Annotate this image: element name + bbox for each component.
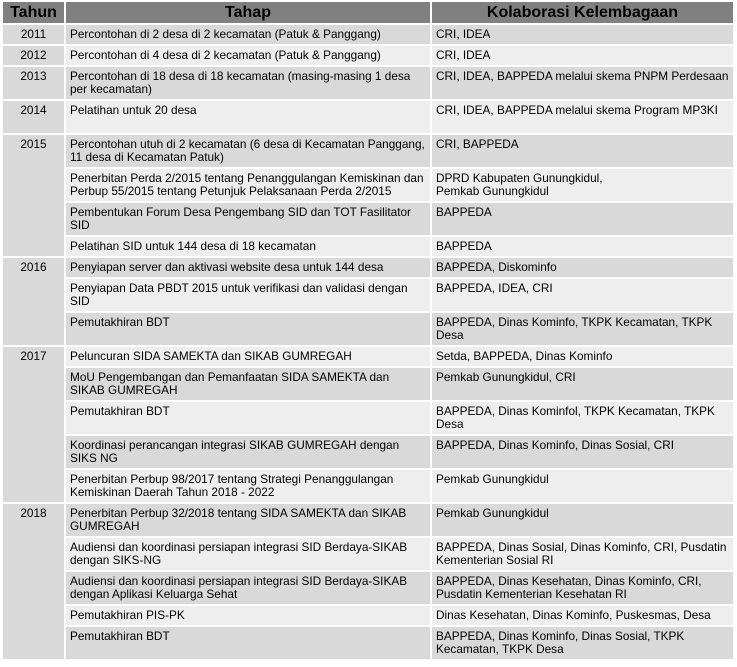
table-row xyxy=(3,368,733,402)
tahap-cell: Pemutakhiran BDT xyxy=(66,402,432,436)
kolaborasi-cell: BAPPEDA xyxy=(432,237,733,258)
table-row xyxy=(3,470,733,504)
table-row xyxy=(3,538,733,572)
table-row xyxy=(3,67,733,101)
year-cell: 2012 xyxy=(3,46,66,67)
kolaborasi-cell: BAPPEDA, Dinas Kominfol, TKPK Kecamatan, TKPK Desa xyxy=(432,402,733,436)
tahap-cell: Pelatihan untuk 20 desa xyxy=(66,101,432,135)
year-cell: 2011 xyxy=(3,25,66,46)
tahap-cell: Audiensi dan koordinasi persiapan integrasi SID Berdaya-SIKAB dengan Aplikasi Keluarga Sehat xyxy=(66,572,432,606)
kolaborasi-cell: CRI, IDEA xyxy=(432,25,733,46)
year-cell: 2016 xyxy=(3,258,66,347)
kolaborasi-cell: Setda, BAPPEDA, Dinas Kominfo xyxy=(432,347,733,368)
kolaborasi-cell: CRI, IDEA xyxy=(432,46,733,67)
tahap-cell: Koordinasi perancangan integrasi SIKAB GUMREGAH dengan SIKS NG xyxy=(66,436,432,470)
tahap-cell: Pelatihan SID untuk 144 desa di 18 kecamatan xyxy=(66,237,432,258)
kolaborasi-cell: BAPPEDA xyxy=(432,203,733,237)
table-row xyxy=(3,627,733,661)
table-row xyxy=(3,279,733,313)
year-cell: 2015 xyxy=(3,135,66,258)
header-tahap: Tahap xyxy=(66,2,432,25)
tahap-cell: Penerbitan Perbup 32/2018 tentang SIDA SAMEKTA dan SIKAB GUMREGAH xyxy=(66,504,432,538)
table-row xyxy=(3,203,733,237)
tahap-cell: Penerbitan Perda 2/2015 tentang Penanggulangan Kemiskinan dan Perbup 55/2015 tentang Petunjuk Pelaksanaan Perda 2/2015 xyxy=(66,169,432,203)
header-kolaborasi: Kolaborasi Kelembagaan xyxy=(432,2,733,25)
tahap-cell: Penerbitan Perbup 98/2017 tentang Strategi Penanggulangan Kemiskinan Daerah Tahun 2018 - 2022 xyxy=(66,470,432,504)
kolaborasi-cell: BAPPEDA, Dinas Kominfo, Dinas Sosial, CRI xyxy=(432,436,733,470)
table-row xyxy=(3,101,733,135)
table-row xyxy=(3,504,733,538)
kolaborasi-cell: BAPPEDA, Dinas Kominfo, Dinas Sosial, TKPK Kecamatan, TKPK Desa xyxy=(432,627,733,661)
kolaborasi-cell: BAPPEDA, Dinas Kesehatan, Dinas Kominfo, CRI, Pusdatin Kementerian Kesehatan RI xyxy=(432,572,733,606)
header-year: Tahun xyxy=(3,2,66,25)
table-row xyxy=(3,402,733,436)
tahap-cell: Penyiapan Data PBDT 2015 untuk verifikasi dan validasi dengan SID xyxy=(66,279,432,313)
tahap-cell: Pembentukan Forum Desa Pengembang SID dan TOT Fasilitator SID xyxy=(66,203,432,237)
table-row xyxy=(3,135,733,169)
kolaborasi-cell: CRI, IDEA, BAPPEDA melalui skema Program MP3KI xyxy=(432,101,733,135)
kolaborasi-cell: DPRD Kabupaten Gunungkidul, Pemkab Gunungkidul xyxy=(432,169,733,203)
kolaborasi-cell: BAPPEDA, IDEA, CRI xyxy=(432,279,733,313)
tahap-cell: Audiensi dan koordinasi persiapan integrasi SID Berdaya-SIKAB dengan SIKS-NG xyxy=(66,538,432,572)
kolaborasi-cell: CRI, BAPPEDA xyxy=(432,135,733,169)
table-row xyxy=(3,572,733,606)
kolaborasi-cell: Pemkab Gunungkidul, CRI xyxy=(432,368,733,402)
tahap-cell: Pemutakhiran BDT xyxy=(66,313,432,347)
tahap-cell: Percontohan di 18 desa di 18 kecamatan (masing-masing 1 desa per kecamatan) xyxy=(66,67,432,101)
kolaborasi-cell: CRI, IDEA, BAPPEDA melalui skema PNPM Perdesaan xyxy=(432,67,733,101)
tahap-cell: Percontohan utuh di 2 kecamatan (6 desa di Kecamatan Panggang, 11 desa di Kecamatan Patuk) xyxy=(66,135,432,169)
tahap-cell: MoU Pengembangan dan Pemanfaatan SIDA SAMEKTA dan SIKAB GUMREGAH xyxy=(66,368,432,402)
table-row xyxy=(3,313,733,347)
table-row xyxy=(3,347,733,368)
kolaborasi-cell: Pemkab Gunungkidul xyxy=(432,470,733,504)
year-cell: 2013 xyxy=(3,67,66,101)
tahap-cell: Percontohan di 2 desa di 2 kecamatan (Patuk & Panggang) xyxy=(66,25,432,46)
tahap-cell: Penyiapan server dan aktivasi website desa untuk 144 desa xyxy=(66,258,432,279)
tahap-cell: Percontohan di 4 desa di 2 kecamatan (Patuk & Panggang) xyxy=(66,46,432,67)
year-cell: 2017 xyxy=(3,347,66,504)
table-row xyxy=(3,606,733,627)
table-body xyxy=(3,25,733,661)
table-row xyxy=(3,46,733,67)
table-row xyxy=(3,25,733,46)
table-row xyxy=(3,237,733,258)
header-row xyxy=(3,2,733,25)
collaboration-table xyxy=(3,2,733,661)
table-row xyxy=(3,436,733,470)
year-cell: 2018 xyxy=(3,504,66,661)
kolaborasi-cell: Dinas Kesehatan, Dinas Kominfo, Puskesmas, Desa xyxy=(432,606,733,627)
year-cell: 2014 xyxy=(3,101,66,135)
kolaborasi-cell: BAPPEDA, Dinas Sosial, Dinas Kominfo, CRI, Pusdatin Kementerian Sosial RI xyxy=(432,538,733,572)
tahap-cell: Pemutakhiran BDT xyxy=(66,627,432,661)
kolaborasi-cell: BAPPEDA, Dinas Kominfo, TKPK Kecamatan, TKPK Desa xyxy=(432,313,733,347)
kolaborasi-cell: BAPPEDA, Diskominfo xyxy=(432,258,733,279)
table-row xyxy=(3,258,733,279)
kolaborasi-cell: Pemkab Gunungkidul xyxy=(432,504,733,538)
table-row xyxy=(3,169,733,203)
tahap-cell: Peluncuran SIDA SAMEKTA dan SIKAB GUMREGAH xyxy=(66,347,432,368)
tahap-cell: Pemutakhiran PIS-PK xyxy=(66,606,432,627)
